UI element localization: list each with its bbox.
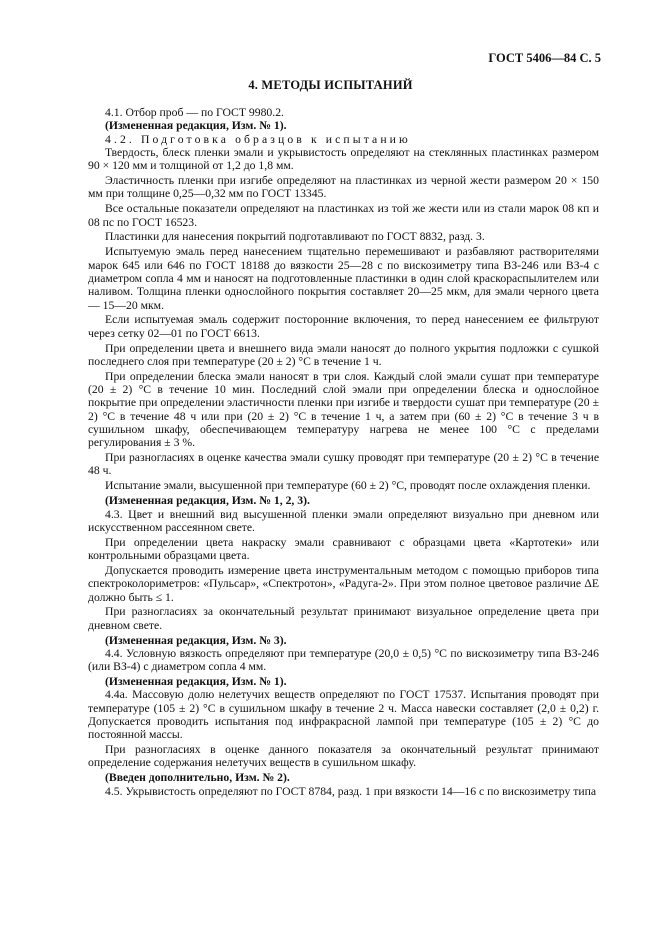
paragraph: Твердость, блеск пленки эмали и укрывистость определяют на стеклянных пластинках размером 90 × 120 мм и толщиной от 1,2 до 1,8 мм.: [88, 145, 599, 173]
amendment-note: (Измененная редакция, Изм. № 3).: [105, 633, 287, 647]
paragraph: Все остальные показатели определяют на пластинках из той же жести или из стали марок 08 кп и 08 пс по ГОСТ 16523.: [88, 202, 599, 229]
paragraph: Испытуемую эмаль перед нанесением тщательно перемешивают и разбавляют растворителями марок 645 или 646 по ГОСТ 18188 до вязкости 25—28 с по вискозиметру типа ВЗ-246 или ВЗ-4 с диаметром сопла 4 мм и наносят на подготовленные пластинки в один слой краскораспылителем или наливом. Толщина пленки однослойного покрытия составляет 20—25 мкм, для эмали черного цвета — 15—20 мкм.: [88, 245, 599, 312]
page-header: ГОСТ 5406—84 С. 5: [488, 51, 601, 65]
paragraph: При разногласиях в оценке качества эмали сушку проводят при температуре (20 ± 2) °С в течение 48 ч.: [88, 451, 599, 478]
paragraph: 4.1. Отбор проб — по ГОСТ 9980.2.: [105, 106, 284, 119]
paragraph: Пластинки для нанесения покрытий подготавливают по ГОСТ 8832, разд. 3.: [105, 230, 485, 244]
amendment-note: (Измененная редакция, Изм. № 1, 2, 3).: [105, 494, 310, 508]
paragraph: 4.4. Условную вязкость определяют при температуре (20,0 ± 0,5) °С по вискозиметру типа ВЗ-246 (или ВЗ-4) с диаметром сопла 4 мм.: [88, 646, 599, 674]
paragraph: 4.5. Укрывистость определяют по ГОСТ 8784, разд. 1 при вязкости 14—16 с по вискозиметру типа: [105, 784, 597, 798]
amendment-note: (Измененная редакция, Изм. № 1).: [105, 119, 287, 133]
amendment-note: (Измененная редакция, Изм. № 1).: [105, 675, 287, 689]
paragraph: При определении блеска эмали наносят в три слоя. Каждый слой эмали сушат при температуре (20 ± 2) °С в течение 10 мин. Последний слой эмали при определении блеска и однослойное покрытие при определении эластичности пленки при изгибе и твердости сушат при температуре (20 ± 2) °С в течение 48 ч или при (20 ± 2) °С в течение 1 ч, а затем при (60 ± 2) °С в течение 3 ч в сушильном шкафу, обеспечивающем температуру нагрева не менее 100 °С с пределами регулирования ± 3 %.: [88, 369, 599, 450]
section-title: 4. МЕТОДЫ ИСПЫТАНИЙ: [248, 78, 413, 92]
paragraph: Испытание эмали, высушенной при температуре (60 ± 2) °С, проводят после охлаждения пленки.: [105, 479, 591, 493]
document-body: [88, 106, 599, 798]
subsection-heading: 4.2. Подготовка образцов к испытанию: [105, 132, 411, 146]
paragraph: Допускается проводить измерение цвета инструментальным методом с помощью приборов типа спектроколориметров: «Пульсар», «Спектротон», «Радуга-2». При этом полное цветовое различие ΔE должно быть ≤ 1.: [88, 563, 599, 604]
paragraph: При определении цвета и внешнего вида эмали наносят до полного укрытия подложки с сушкой последнего слоя при температуре (20 ± 2) °С в течение 1 ч.: [88, 341, 599, 368]
paragraph: Эластичность пленки при изгибе определяют на пластинках из черной жести размером 20 × 150 мм при толщине 0,25—0,32 мм по ГОСТ 13345.: [88, 174, 599, 201]
paragraph: Если испытуемая эмаль содержит посторонние включения, то перед нанесением ее фильтруют через сетку 02—01 по ГОСТ 6613.: [88, 313, 599, 340]
paragraph: 4.4а. Массовую долю нелетучих веществ определяют по ГОСТ 17537. Испытания проводят при температуре (105 ± 2) °С в сушильном шкафу в течение 2 ч. Масса навески составляет (2,0 ± 0,2) г. Допускается проводить испытания под инфракрасной лампой при температуре (105 ± 2) °С до постоянной массы.: [88, 688, 599, 742]
paragraph: 4.3. Цвет и внешний вид высушенной пленки эмали определяют визуально при дневном или искусственном рассеянном свете.: [88, 507, 599, 534]
paragraph: При разногласиях в оценке данного показателя за окончательный результат принимают определение содержания нелетучих веществ в сушильном шкафу.: [88, 743, 599, 770]
paragraph: При разногласиях за окончательный результат принимают визуальное определение цвета при дневном свете.: [88, 605, 599, 632]
paragraph: При определении цвета накраску эмали сравнивают с образцами цвета «Картотеки» или контрольными образцами цвета.: [88, 535, 599, 563]
amendment-note: (Введен дополнительно, Изм. № 2).: [105, 771, 290, 785]
